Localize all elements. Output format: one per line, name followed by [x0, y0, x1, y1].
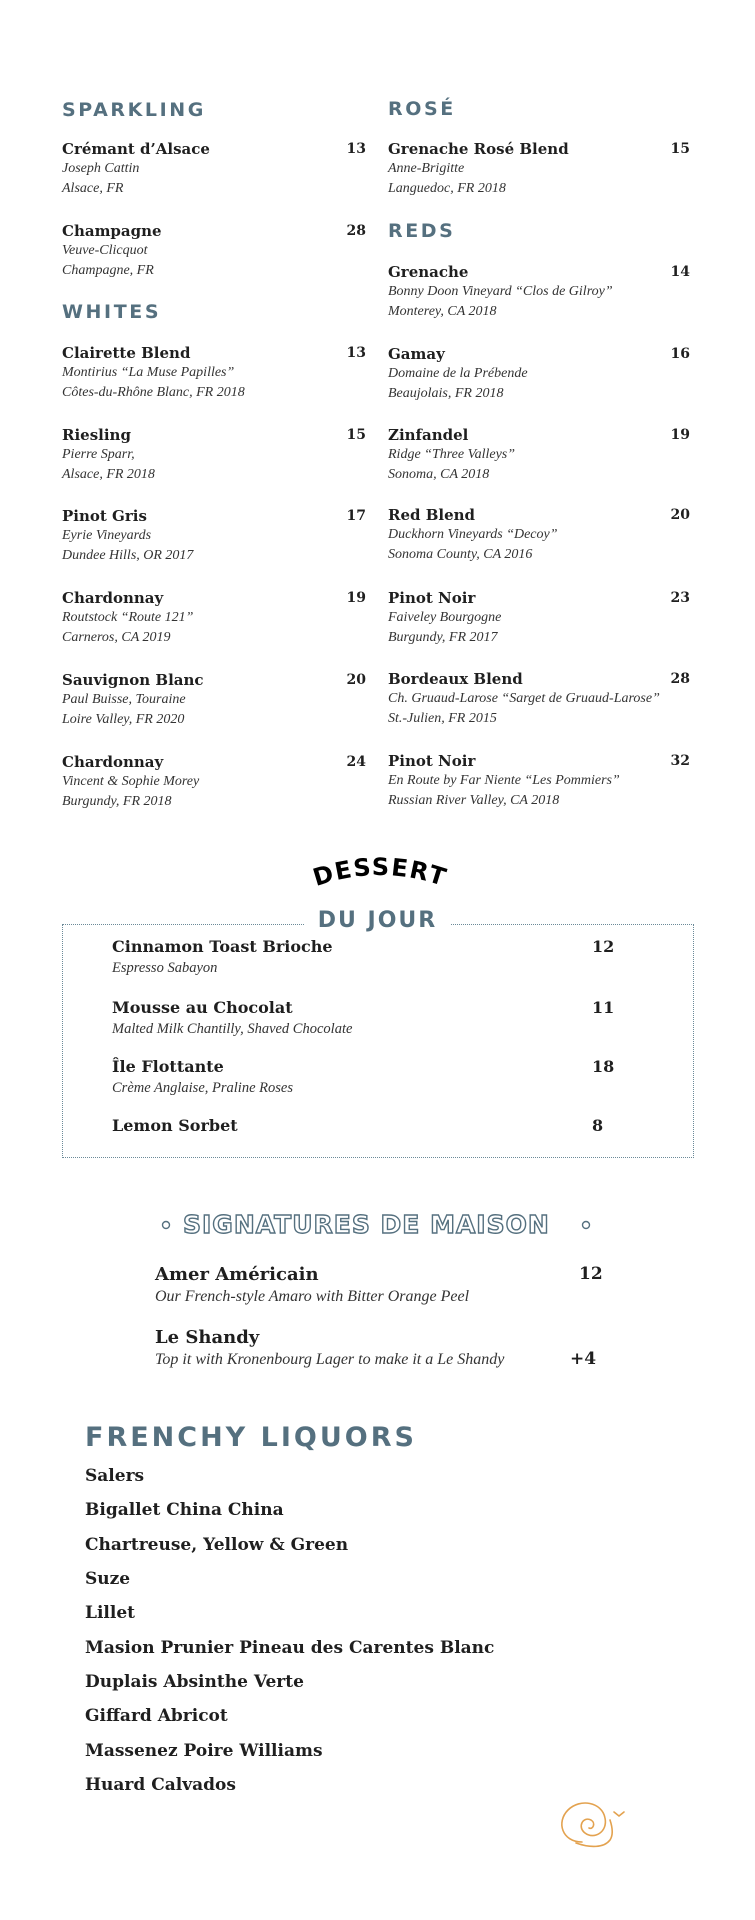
- wine-item: [388, 263, 690, 322]
- liquor-item: Salers: [85, 1466, 145, 1486]
- wine-region: Loire Valley, FR 2020: [62, 712, 185, 727]
- wine-producer: Ridge “Three Valleys”: [388, 447, 516, 462]
- dessert-price: 11: [592, 998, 615, 1017]
- wine-name: Chardonnay: [62, 753, 164, 771]
- wine-producer: Anne-Brigitte: [388, 161, 465, 176]
- signature-desc: Our French-style Amaro with Bitter Orange Peel: [155, 1288, 470, 1305]
- wine-region: Languedoc, FR 2018: [388, 181, 506, 196]
- liquors-title: FRENCHY LIQUORS: [85, 1422, 417, 1453]
- wine-price: 24: [346, 754, 366, 770]
- wine-name: Pinot Noir: [388, 589, 476, 607]
- signatures-heading: [161, 1210, 595, 1240]
- dessert-desc: Espresso Sabayon: [112, 960, 218, 976]
- wine-region: Sonoma, CA 2018: [388, 467, 490, 482]
- wine-price: 28: [670, 671, 690, 687]
- wine-item: [62, 589, 366, 648]
- dessert-item: [112, 1057, 615, 1099]
- wine-item: [62, 222, 366, 281]
- wine-name: Zinfandel: [388, 426, 469, 444]
- signature-item: [155, 1264, 605, 1308]
- dessert-price: 8: [592, 1116, 604, 1135]
- dessert-name: Cinnamon Toast Brioche: [112, 937, 333, 956]
- wine-item: [388, 589, 690, 648]
- wine-producer: Paul Buisse, Touraine: [62, 692, 186, 707]
- wine-name: Gamay: [388, 345, 445, 363]
- wine-price: 17: [346, 508, 366, 524]
- wine-name: Crémant d’Alsace: [62, 140, 210, 158]
- wine-producer: Eyrie Vineyards: [62, 528, 152, 543]
- wine-price: 20: [670, 507, 690, 523]
- wine-price: 15: [346, 427, 366, 443]
- wine-region: Burgundy, FR 2017: [388, 630, 498, 645]
- wine-price: 23: [670, 590, 690, 606]
- wine-price: 16: [670, 346, 690, 362]
- liquor-item: Lillet: [85, 1603, 135, 1623]
- wine-price: 13: [346, 141, 366, 157]
- wine-name: Riesling: [62, 426, 131, 444]
- wine-item: [62, 426, 366, 485]
- liquor-item: Duplais Absinthe Verte: [85, 1672, 304, 1692]
- wine-price: 19: [346, 590, 366, 606]
- wine-region: St.-Julien, FR 2015: [388, 711, 497, 726]
- wine-item: [62, 140, 366, 199]
- dessert-item: [112, 1116, 612, 1136]
- wine-region: Côtes-du-Rhône Blanc, FR 2018: [62, 385, 245, 400]
- wine-producer: Veuve-Clicquot: [62, 243, 148, 258]
- wine-region: Alsace, FR 2018: [62, 467, 155, 482]
- wine-name: Champagne: [62, 222, 162, 240]
- wine-region: Sonoma County, CA 2016: [388, 547, 533, 562]
- signature-name: Amer Américain: [155, 1264, 319, 1285]
- wine-producer: Bonny Doon Vineyard “Clos de Gilroy”: [388, 284, 613, 299]
- wine-item: [62, 671, 366, 730]
- wine-producer: Faiveley Bourgogne: [388, 610, 502, 625]
- wine-producer: Ch. Gruaud-Larose “Sarget de Gruaud-Larose”: [388, 691, 660, 706]
- signatures-title: SIGNATURES DE MAISON: [183, 1210, 550, 1239]
- signature-item: [155, 1327, 605, 1371]
- wine-price: 32: [670, 753, 690, 769]
- wine-price: 14: [670, 264, 690, 280]
- section-heading-rose: ROSÉ: [388, 98, 456, 120]
- wine-price: 28: [346, 223, 366, 239]
- circle-bullet-icon: [161, 1220, 171, 1230]
- liquor-item: Masion Prunier Pineau des Carentes Blanc: [85, 1638, 495, 1658]
- wine-item: [388, 670, 690, 729]
- liquor-item: Huard Calvados: [85, 1775, 236, 1795]
- wine-producer: Domaine de la Prébende: [388, 366, 528, 381]
- section-heading-reds: REDS: [388, 220, 456, 242]
- wine-region: Monterey, CA 2018: [388, 304, 497, 319]
- liquor-item: Bigallet China China: [85, 1500, 284, 1520]
- dessert-price: 18: [592, 1057, 615, 1076]
- liquor-item: Suze: [85, 1569, 131, 1589]
- section-heading-whites: WHITES: [62, 301, 162, 323]
- wine-price: 20: [346, 672, 366, 688]
- wine-region: Alsace, FR: [62, 181, 124, 196]
- dessert-item: [112, 937, 615, 979]
- wine-producer: En Route by Far Niente “Les Pommiers”: [388, 773, 620, 788]
- dessert-desc: Crème Anglaise, Praline Roses: [112, 1080, 293, 1096]
- dessert-arc-text: DESSERT: [309, 852, 451, 892]
- wine-name: Chardonnay: [62, 589, 164, 607]
- wine-region: Beaujolais, FR 2018: [388, 386, 504, 401]
- snail-logo-icon: [552, 1790, 634, 1852]
- section-heading-sparkling: SPARKLING: [62, 99, 206, 121]
- signature-name: Le Shandy: [155, 1327, 260, 1348]
- dessert-subtitle: DU JOUR: [305, 908, 450, 933]
- signature-price: +4: [570, 1349, 597, 1369]
- wine-price: 19: [670, 427, 690, 443]
- wine-region: Champagne, FR: [62, 263, 154, 278]
- circle-bullet-icon: [581, 1220, 591, 1230]
- wine-name: Pinot Gris: [62, 507, 147, 525]
- wine-name: Clairette Blend: [62, 344, 191, 362]
- signature-price: 12: [579, 1264, 603, 1284]
- wine-item: [62, 344, 366, 403]
- dessert-name: Mousse au Chocolat: [112, 998, 293, 1017]
- dessert-name: Lemon Sorbet: [112, 1116, 238, 1135]
- liquor-item: Giffard Abricot: [85, 1706, 228, 1726]
- liquor-item: Massenez Poire Williams: [85, 1741, 323, 1761]
- wine-item: [388, 426, 690, 485]
- wine-item: [388, 752, 690, 811]
- wine-region: Russian River Valley, CA 2018: [388, 793, 560, 808]
- wine-name: Grenache Rosé Blend: [388, 140, 569, 158]
- wine-producer: Routstock “Route 121”: [62, 610, 194, 625]
- wine-name: Red Blend: [388, 506, 476, 524]
- wine-item: [388, 140, 690, 199]
- wine-price: 13: [346, 345, 366, 361]
- liquor-item: Chartreuse, Yellow & Green: [85, 1535, 349, 1555]
- wine-producer: Joseph Cattin: [62, 161, 140, 176]
- dessert-arc-title: [290, 852, 470, 898]
- wine-name: Bordeaux Blend: [388, 670, 523, 688]
- wine-item: [62, 507, 366, 566]
- wine-region: Burgundy, FR 2018: [62, 794, 172, 809]
- dessert-price: 12: [592, 937, 615, 956]
- wine-producer: Duckhorn Vineyards “Decoy”: [388, 527, 558, 542]
- wine-name: Sauvignon Blanc: [62, 671, 204, 689]
- wine-price: 15: [670, 141, 690, 157]
- wine-item: [62, 753, 366, 812]
- wine-region: Dundee Hills, OR 2017: [62, 548, 194, 563]
- signature-desc: Top it with Kronenbourg Lager to make it a Le Shandy: [155, 1351, 505, 1368]
- wine-name: Pinot Noir: [388, 752, 476, 770]
- dessert-name: Île Flottante: [112, 1057, 224, 1076]
- wine-item: [388, 506, 690, 565]
- wine-region: Carneros, CA 2019: [62, 630, 171, 645]
- wine-producer: Montirius “La Muse Papilles”: [62, 365, 235, 380]
- wine-producer: Vincent & Sophie Morey: [62, 774, 200, 789]
- wine-name: Grenache: [388, 263, 469, 281]
- wine-producer: Pierre Sparr,: [62, 447, 135, 462]
- wine-item: [388, 345, 690, 404]
- dessert-desc: Malted Milk Chantilly, Shaved Chocolate: [112, 1021, 353, 1037]
- dessert-item: [112, 998, 615, 1040]
